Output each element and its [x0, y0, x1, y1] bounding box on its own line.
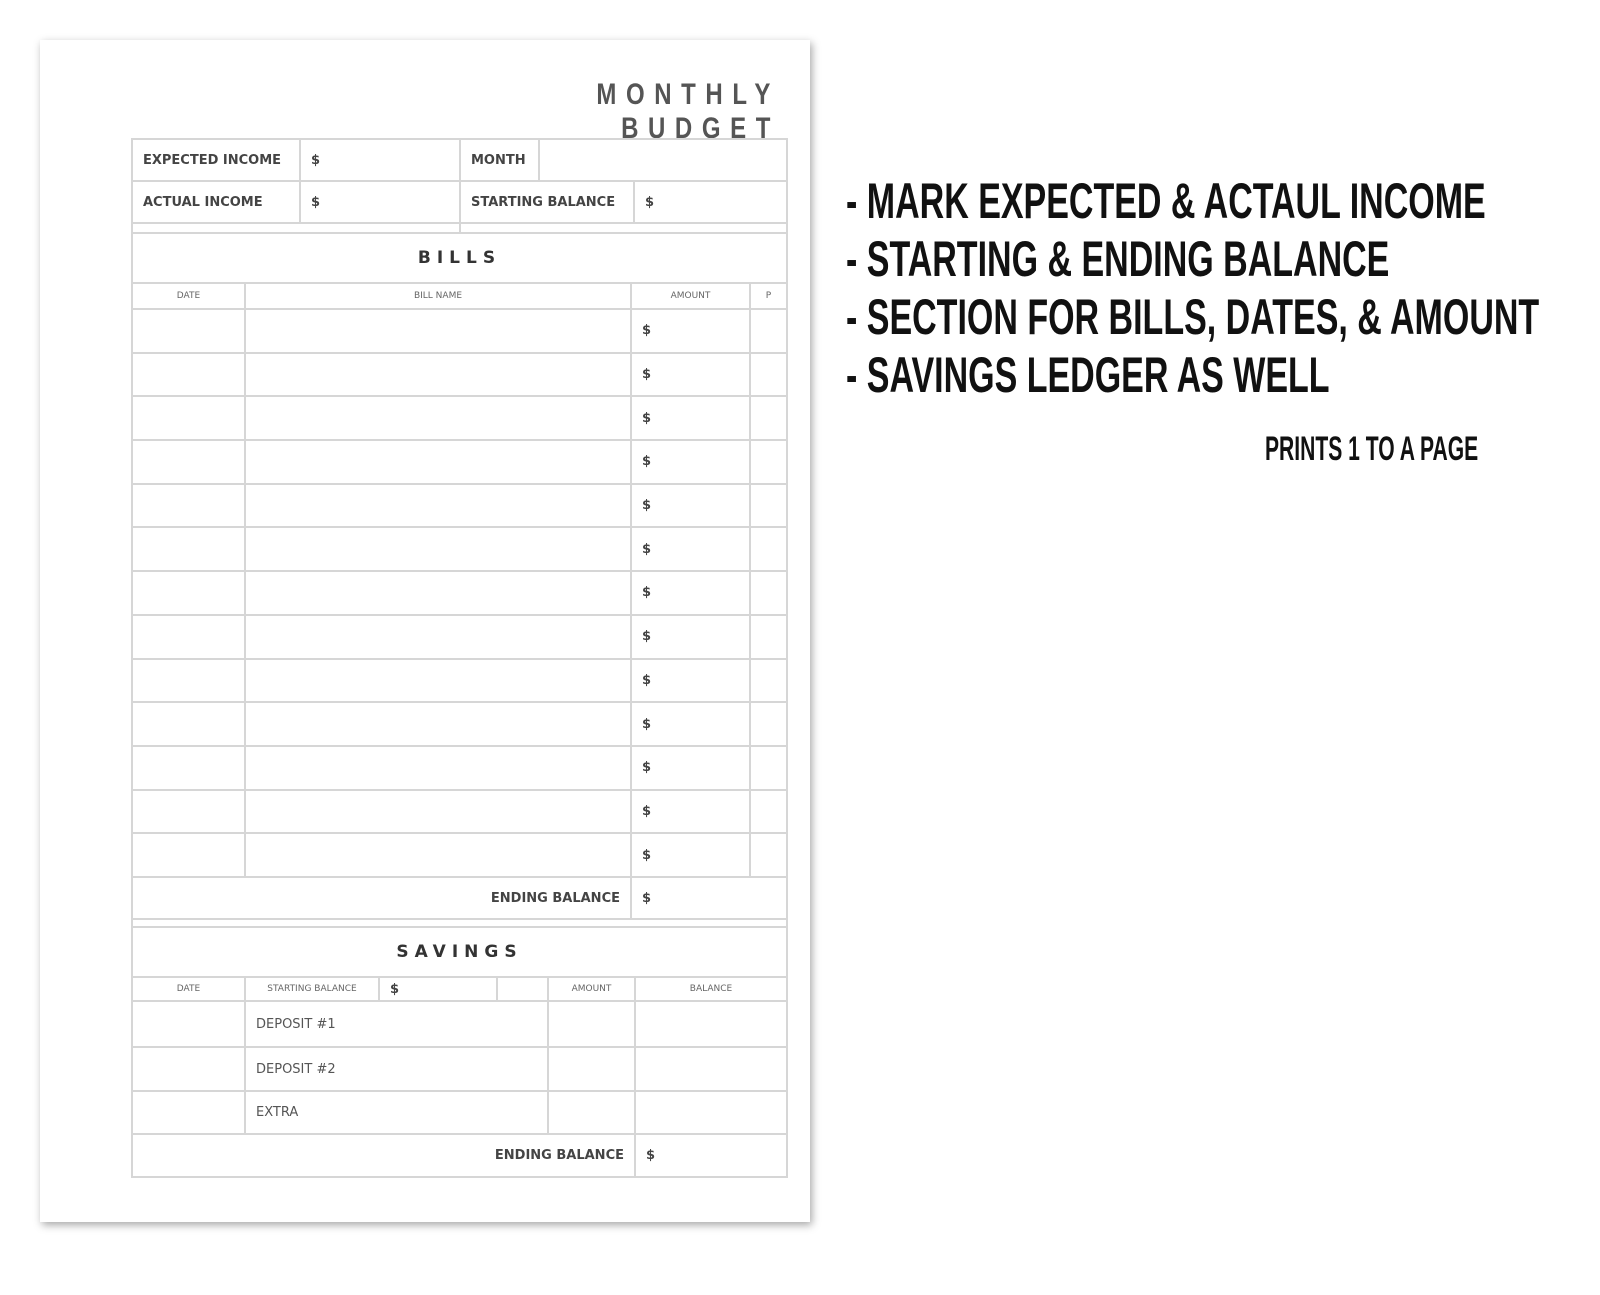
bill-name-field[interactable]	[244, 789, 632, 835]
starting-balance-label: STARTING BALANCE	[459, 180, 635, 224]
bill-paid-field[interactable]	[749, 308, 788, 354]
bill-name-field[interactable]	[244, 395, 632, 441]
savings-date-field[interactable]	[131, 1090, 246, 1135]
note-item: - STARTING & ENDING BALANCE	[846, 231, 1390, 287]
savings-balance-field[interactable]	[634, 1090, 788, 1135]
bill-name-field[interactable]	[244, 570, 632, 616]
bills-header-amount: AMOUNT	[630, 282, 751, 310]
bills-ending-balance-field[interactable]: $	[630, 876, 788, 920]
bill-paid-field[interactable]	[749, 832, 788, 878]
bill-amount-field[interactable]: $	[630, 658, 751, 704]
savings-header-balance: BALANCE	[634, 976, 788, 1002]
bill-date-field[interactable]	[131, 745, 246, 791]
bill-paid-field[interactable]	[749, 483, 788, 529]
bill-amount-field[interactable]: $	[630, 395, 751, 441]
bill-amount-field[interactable]: $	[630, 701, 751, 747]
bill-amount-field[interactable]: $	[630, 745, 751, 791]
bill-paid-field[interactable]	[749, 745, 788, 791]
feature-notes	[846, 172, 1600, 404]
savings-header-starting-balance: STARTING BALANCE	[244, 976, 380, 1002]
savings-row-label: EXTRA	[244, 1090, 549, 1135]
note-item: - SECTION FOR BILLS, DATES, & AMOUNT	[846, 289, 1540, 345]
bill-paid-field[interactable]	[749, 526, 788, 572]
note-item: - MARK EXPECTED & ACTAUL INCOME	[846, 173, 1486, 229]
savings-ending-balance-field[interactable]: $	[634, 1133, 788, 1178]
bill-date-field[interactable]	[131, 658, 246, 704]
bill-date-field[interactable]	[131, 308, 246, 354]
bill-paid-field[interactable]	[749, 701, 788, 747]
actual-income-field[interactable]: $	[299, 180, 461, 224]
bills-header-paid: P	[749, 282, 788, 310]
bill-name-field[interactable]	[244, 526, 632, 572]
bill-date-field[interactable]	[131, 352, 246, 398]
bill-date-field[interactable]	[131, 570, 246, 616]
prints-note: PRINTS 1 TO A PAGE	[1265, 430, 1479, 468]
bill-paid-field[interactable]	[749, 789, 788, 835]
bill-paid-field[interactable]	[749, 570, 788, 616]
month-label: MONTH	[459, 138, 540, 182]
savings-ending-balance-label: ENDING BALANCE	[131, 1133, 636, 1178]
bill-date-field[interactable]	[131, 614, 246, 660]
bill-amount-field[interactable]: $	[630, 570, 751, 616]
month-field[interactable]	[538, 138, 788, 182]
savings-header-date: DATE	[131, 976, 246, 1002]
bill-amount-field[interactable]: $	[630, 483, 751, 529]
bill-date-field[interactable]	[131, 439, 246, 485]
bill-name-field[interactable]	[244, 701, 632, 747]
bills-header-date: DATE	[131, 282, 246, 310]
bill-name-field[interactable]	[244, 832, 632, 878]
actual-income-label: ACTUAL INCOME	[131, 180, 301, 224]
bill-amount-field[interactable]: $	[630, 352, 751, 398]
bill-date-field[interactable]	[131, 832, 246, 878]
savings-header-blank	[496, 976, 549, 1002]
note-item: - SAVINGS LEDGER AS WELL	[846, 347, 1330, 403]
bill-date-field[interactable]	[131, 701, 246, 747]
bill-paid-field[interactable]	[749, 658, 788, 704]
bill-name-field[interactable]	[244, 745, 632, 791]
bills-section-title: BILLS	[131, 232, 788, 284]
savings-row-label: DEPOSIT #1	[244, 1000, 549, 1048]
savings-starting-balance-field[interactable]: $	[378, 976, 498, 1002]
bill-name-field[interactable]	[244, 308, 632, 354]
bill-name-field[interactable]	[244, 483, 632, 529]
bill-amount-field[interactable]: $	[630, 614, 751, 660]
bill-amount-field[interactable]: $	[630, 832, 751, 878]
expected-income-field[interactable]: $	[299, 138, 461, 182]
savings-balance-field[interactable]	[634, 1000, 788, 1048]
page-title: MONTHLY BUDGET	[596, 78, 780, 145]
bill-paid-field[interactable]	[749, 352, 788, 398]
savings-row-label: DEPOSIT #2	[244, 1046, 549, 1092]
expected-income-label: EXPECTED INCOME	[131, 138, 301, 182]
savings-amount-field[interactable]	[547, 1046, 636, 1092]
bill-name-field[interactable]	[244, 439, 632, 485]
bill-amount-field[interactable]: $	[630, 308, 751, 354]
starting-balance-field[interactable]: $	[633, 180, 788, 224]
bills-header-bill-name: BILL NAME	[244, 282, 632, 310]
bill-amount-field[interactable]: $	[630, 789, 751, 835]
bill-date-field[interactable]	[131, 789, 246, 835]
bill-amount-field[interactable]: $	[630, 526, 751, 572]
savings-header-amount: AMOUNT	[547, 976, 636, 1002]
savings-balance-field[interactable]	[634, 1046, 788, 1092]
bill-date-field[interactable]	[131, 483, 246, 529]
bill-paid-field[interactable]	[749, 439, 788, 485]
bill-name-field[interactable]	[244, 658, 632, 704]
savings-amount-field[interactable]	[547, 1090, 636, 1135]
bill-date-field[interactable]	[131, 526, 246, 572]
bill-paid-field[interactable]	[749, 614, 788, 660]
savings-date-field[interactable]	[131, 1000, 246, 1048]
bill-name-field[interactable]	[244, 352, 632, 398]
savings-section-title: SAVINGS	[131, 926, 788, 978]
bill-date-field[interactable]	[131, 395, 246, 441]
savings-date-field[interactable]	[131, 1046, 246, 1092]
bill-paid-field[interactable]	[749, 395, 788, 441]
bill-amount-field[interactable]: $	[630, 439, 751, 485]
bills-ending-balance-label: ENDING BALANCE	[131, 876, 632, 920]
bill-name-field[interactable]	[244, 614, 632, 660]
savings-amount-field[interactable]	[547, 1000, 636, 1048]
